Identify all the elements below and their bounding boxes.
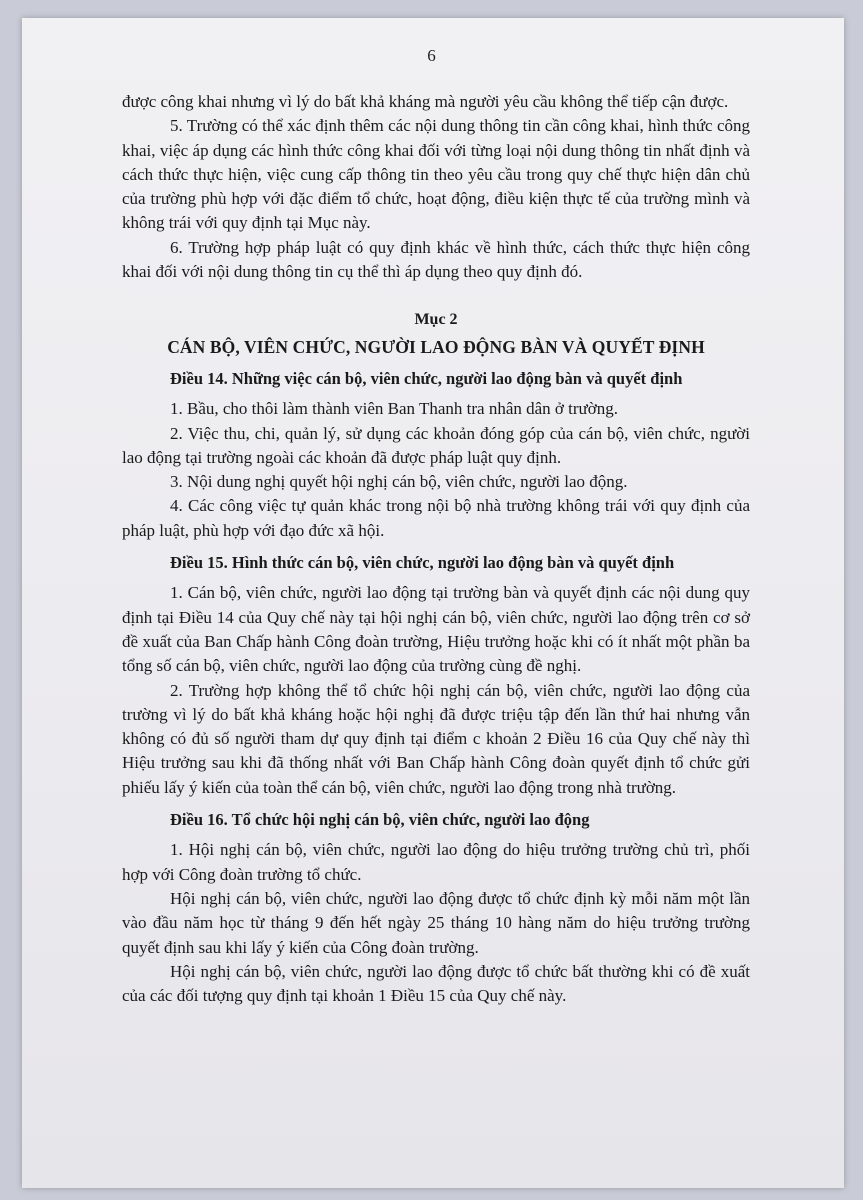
- article-14-item-1: 1. Bầu, cho thôi làm thành viên Ban Thanh tra nhân dân ở trường.: [170, 399, 619, 419]
- article-15-item-1: 1. Cán bộ, viên chức, người lao động tại trường bàn và quyết định các nội dung quy định tại Điều 14 của Quy chế này tại hội nghị cán bộ, viên chức, người lao động trên cơ sở đề xuất của Ban Chấp hành Công đoàn trường, Hiệu trưởng hoặc khi có ít nhất một phần ba tổng số cán bộ, viên chức, người lao động của trường cùng đề nghị.: [122, 583, 750, 676]
- paragraph-item-6: 6. Trường hợp pháp luật có quy định khác về hình thức, cách thức thực hiện công khai đối với nội dung thông tin cụ thể thì áp dụng theo quy định đó.: [122, 237, 750, 282]
- paragraph-continuation: được công khai nhưng vì lý do bất khả kháng mà người yêu cầu không thể tiếp cận được.: [122, 92, 729, 111]
- article-14-item-3: 3. Nội dung nghị quyết hội nghị cán bộ, viên chức, người lao động.: [170, 472, 628, 492]
- article-16-item-1: 1. Hội nghị cán bộ, viên chức, người lao động do hiệu trưởng trường chủ trì, phối hợp với Công đoàn trường tổ chức.: [122, 840, 750, 884]
- article-15-title: Điều 15. Hình thức cán bộ, viên chức, người lao động bàn và quyết định: [170, 553, 675, 573]
- article-16-paragraph-3: Hội nghị cán bộ, viên chức, người lao động được tổ chức bất thường khi có đề xuất của các đối tượng quy định tại khoản 1 Điều 15 của Quy chế này.: [122, 961, 750, 1006]
- section-label: Mục 2: [414, 311, 458, 329]
- paragraph-item-5: 5. Trường có thể xác định thêm các nội dung thông tin cần công khai, hình thức công khai, việc áp dụng các hình thức công khai đối với từng loại nội dung thông tin nhất định và cách thức thực hiện, việc cung cấp thông tin theo yêu cầu trong quy chế thực hiện dân chủ của trường phù hợp với đặc điểm tổ chức, hoạt động, điều kiện thực tế của trường mình và không trái với quy định tại Mục này.: [122, 116, 750, 233]
- article-15-item-2: 2. Trường hợp không thể tổ chức hội nghị cán bộ, viên chức, người lao động của trường vì lý do bất khả kháng hoặc hội nghị đã được triệu tập đến lần thứ hai nhưng vẫn không có đủ số người tham dự quy định tại điểm c khoản 2 Điều 16 của Quy chế này thì Hiệu trưởng sau khi đã thống nhất với Ban Chấp hành Công đoàn quyết định tổ chức gửi phiếu lấy ý kiến của toàn thể cán bộ, viên chức, người lao động trong nhà trường.: [122, 680, 750, 797]
- document-body: [122, 90, 750, 1008]
- article-16-paragraph-2: Hội nghị cán bộ, viên chức, người lao động được tổ chức định kỳ mỗi năm một lần vào đầu năm học từ tháng 9 đến hết ngày 25 tháng 10 hàng năm do hiệu trưởng trường quyết định sau khi lấy ý kiến của Công đoàn trường.: [122, 888, 750, 957]
- article-14-item-2: 2. Việc thu, chi, quản lý, sử dụng các khoản đóng góp của cán bộ, viên chức, người lao động tại trường ngoài các khoản đã được pháp luật quy định.: [122, 423, 750, 467]
- page-number: 6: [427, 46, 436, 65]
- article-16-title: Điều 16. Tổ chức hội nghị cán bộ, viên chức, người lao động: [170, 810, 590, 830]
- article-14-item-4: 4. Các công việc tự quản khác trong nội bộ nhà trường không trái với quy định của pháp luật, phù hợp với đạo đức xã hội.: [122, 496, 750, 540]
- section-title: CÁN BỘ, VIÊN CHỨC, NGƯỜI LAO ĐỘNG BÀN VÀ QUYẾT ĐỊNH: [167, 336, 705, 357]
- article-14-title: Điều 14. Những việc cán bộ, viên chức, người lao động bàn và quyết định: [170, 368, 683, 388]
